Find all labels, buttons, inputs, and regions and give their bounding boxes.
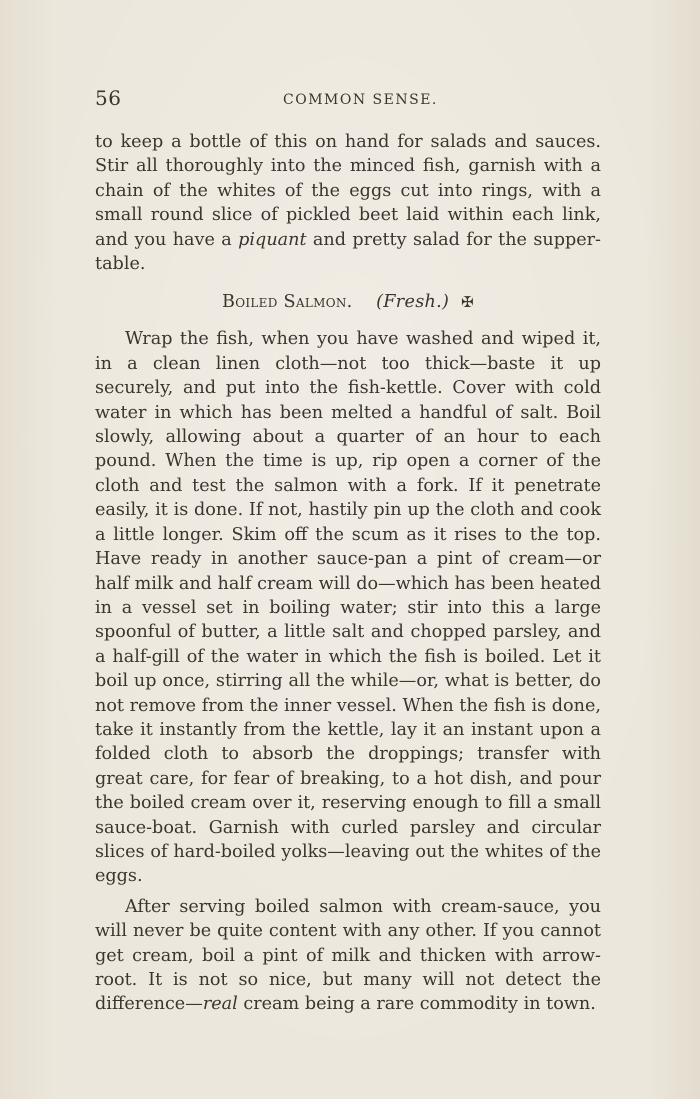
intro-italic-word: piquant [238,229,307,250]
recipe-paragraph-2 [95,895,601,1017]
recipe-heading [95,290,601,314]
running-title: COMMON SENSE. [283,92,438,108]
paragraph-2-text-end: cream being a rare commodity in town. [237,994,596,1015]
recipe-paragraph-1: Wrap the fish, when you have washed and wiped it, in a clean linen cloth—not too thick—baste it up securely, and put into the fish-kettle. Cover with cold water in which has been melted a handful of salt. Boil slowly, allowing about a quarter of an hour to each pound. When the time is up, rip open a corner of the cloth and test the salmon with a fork. If it penetrate easily, it is done. If not, hastily pin up the cloth and cook a little longer. Skim off the scum as it rises to the top. Have ready in another sauce-pan a pint of cream—or half milk and half cream will do—which has been heated in a vessel set in boiling water; stir into this a large spoonful of butter, a little salt and chopped parsley, and a half-gill of the water in which the fish is boiled. Let it boil up once, stirring all the while—or, what is better, do not remove from the inner vessel. When the fish is done, take it instantly from the kettle, lay it an instant upon a folded cloth to absorb the droppings; transfer with great care, for fear of breaking, to a hot dish, and pour the boiled cream over it, reserving enough to fill a small sauce-boat. Garnish with curled parsley and circular slices of hard-boiled yolks—leaving out the whites of the eggs. [95,329,601,887]
running-head [95,86,600,114]
cross-ornament-icon: ✠ [461,293,475,312]
recipe-subtitle: (Fresh.) [376,292,450,313]
paragraph-2-italic-word: real [202,994,238,1015]
intro-text-end: and pretty salad for the supper-table. [95,229,601,275]
intro-text: to keep a bottle of this on hand for salads and sauces. Stir all thoroughly into the minced fish, garnish with a chain of the whites of the eggs cut into rings, with a small round slice of pickled beet laid within each link, and you have a [95,132,601,250]
recipe-title: Boiled Salmon. [221,292,353,313]
intro-paragraph [95,130,601,276]
paragraph-2-text: After serving boiled salmon with cream-sauce, you will never be quite content with any other. If you cannot get cream, boil a pint of milk and thicken with arrow-root. It is not so nice, but many will not detect the difference— [95,896,601,1015]
page-number: 56 [95,86,122,110]
body-text [95,130,601,1017]
